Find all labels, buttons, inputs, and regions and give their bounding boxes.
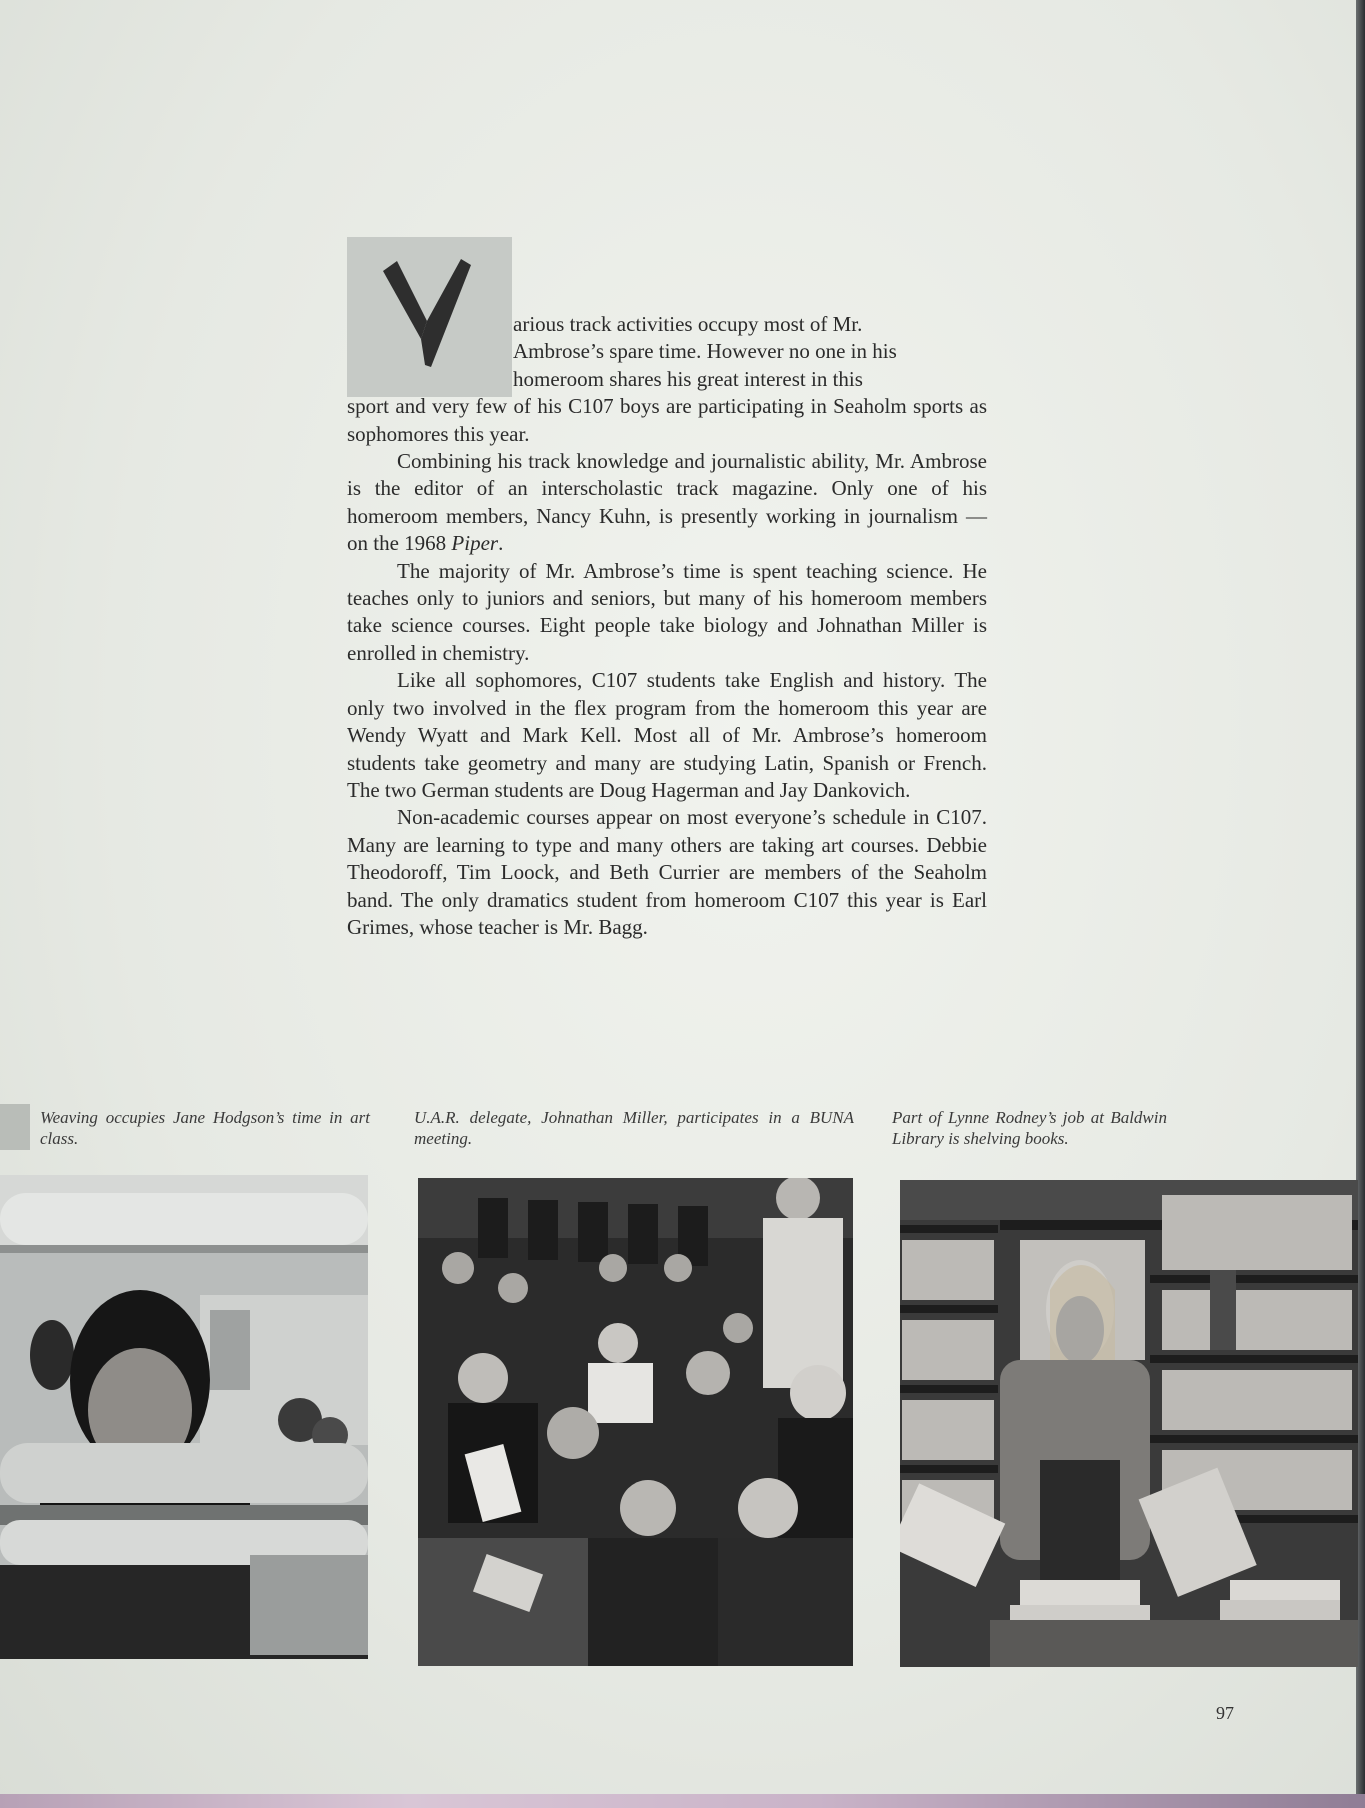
caption-left: Weaving occupies Jane Hodgson’s time in art class. (40, 1108, 370, 1148)
caption-middle: U.A.R. delegate, Johnathan Miller, participates in a BUNA meeting. (414, 1108, 854, 1148)
paragraph-2-text: Combining his track knowledge and journalistic ability, Mr. Ambrose is the editor of an interscholastic track magazine. Only one of his homeroom members, Nancy Kuhn, is presently working in journalism — on the 1968 (347, 449, 987, 556)
page-number: 97 (1216, 1703, 1234, 1723)
paragraph-2 (347, 448, 987, 558)
paragraph-1-line-2: Ambrose’s spare time. However no one in his (513, 339, 897, 364)
caption-right: Part of Lynne Rodney’s job at Baldwin Library is shelving books. (892, 1108, 1167, 1148)
article-body (347, 311, 987, 941)
scan-edge-strip (0, 1794, 1365, 1808)
photo-buna-meeting (418, 1178, 853, 1666)
paragraph-2-tail: . (498, 531, 504, 556)
paragraph-1-line-1: arious track activities occupy most of Mr. (513, 312, 863, 336)
paragraph-3: The majority of Mr. Ambrose’s time is spent teaching science. He teaches only to juniors and seniors, but many of his homeroom members take science courses. Eight people take biology and Johnathan Miller is enrolled in chemistry. (347, 558, 987, 665)
photo-weaving (0, 1175, 368, 1659)
paragraph-5: Non-academic courses appear on most everyone’s schedule in C107. Many are learning to type and many others are taking art courses. Debbie Theodoroff, Tim Loock, and Beth Currier are members of the Seaholm band. The only dramatics student from homeroom C107 this year is Earl Grimes, whose teacher is Mr. Bagg. (347, 805, 987, 939)
paragraph-1-line-3: homeroom shares his great interest in this (513, 366, 863, 391)
caption-marker (0, 1104, 30, 1150)
photo-library (900, 1180, 1358, 1667)
paragraph-1-rest: sport and very few of his C107 boys are participating in Seaholm sports as sophomores this year. (347, 394, 987, 446)
paragraph-4: Like all sophomores, C107 students take English and history. The only two involved in the flex program from the homeroom this year are Wendy Wyatt and Mark Kell. Most all of Mr. Ambrose’s homeroom students take geometry and many are studying Latin, Spanish or French. The two German students are Doug Hagerman and Jay Dankovich. (347, 668, 987, 802)
piper-title: Piper (451, 531, 499, 556)
paragraph-1 (347, 311, 987, 448)
